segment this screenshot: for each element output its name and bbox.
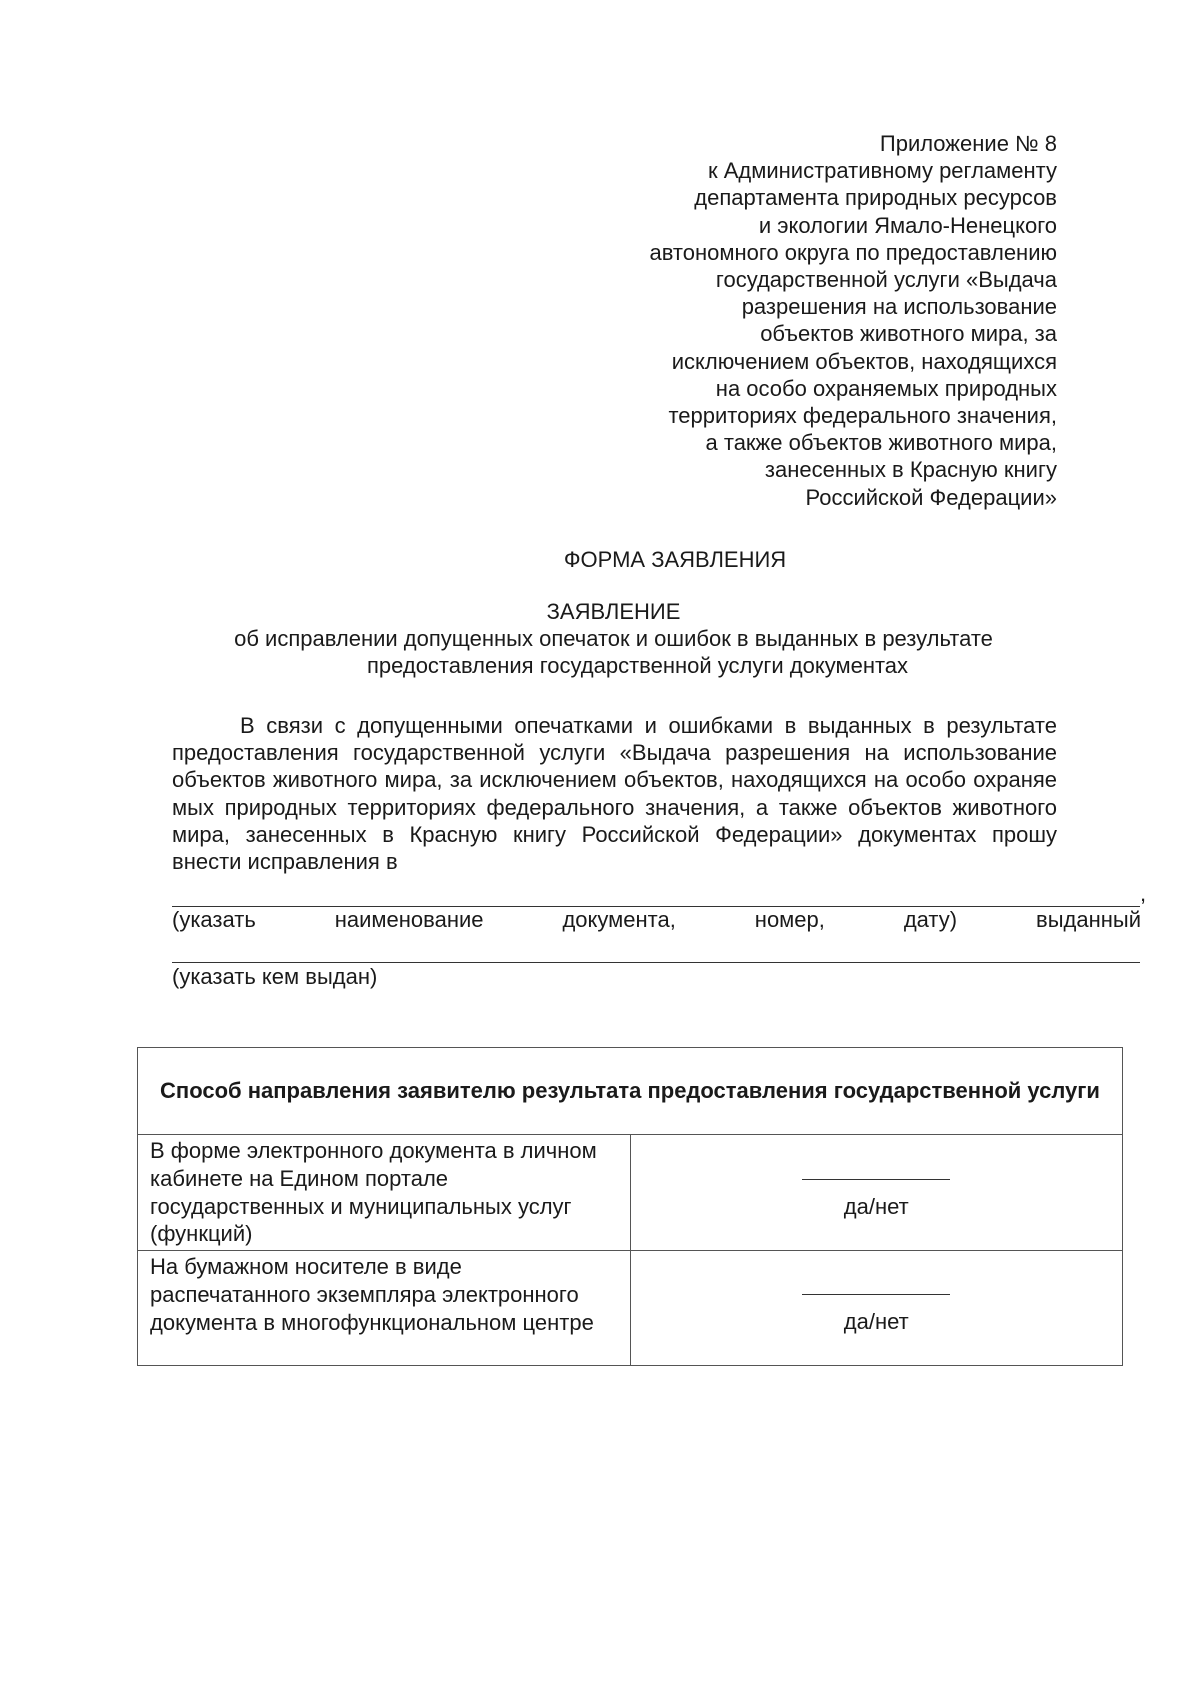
appendix-line: автономного округа по предоставлению (649, 239, 1057, 265)
delivery-method-table (137, 1047, 1123, 1366)
document-hint-row (172, 906, 1141, 933)
appendix-line: государственной услуги «Выдача (715, 267, 1057, 293)
table-row (138, 1135, 1123, 1251)
appendix-line: Российской Федерации» (805, 484, 1057, 510)
answer-hint: да/нет (843, 1193, 909, 1219)
fill-line-comma: , (1140, 881, 1147, 906)
issuer-hint: (указать кем выдан) (172, 964, 378, 989)
body-line: объектов животного мира, за исключением объектов, находящихся на особо охраняе (172, 767, 1057, 793)
appendix-line: департамента природных ресурсов (694, 185, 1057, 211)
form-label: ФОРМА ЗАЯВЛЕНИЯ (563, 547, 787, 572)
table-header: Способ направления заявителю результата предоставления государственной услуги (138, 1048, 1123, 1135)
answer-blank-line[interactable] (802, 1294, 950, 1295)
appendix-line: территориях федерального значения, (668, 403, 1057, 429)
document-subtitle-line: об исправлении допущенных опечаток и ошибок в выданных в результате (234, 626, 993, 652)
hint-word: (указать (172, 907, 256, 932)
title-block (170, 598, 1057, 680)
hint-word: документа, (562, 907, 676, 932)
table-header-row (138, 1048, 1123, 1135)
body-paragraph (172, 712, 1057, 875)
appendix-line: и экологии Ямало-Ненецкого (758, 212, 1057, 238)
appendix-line: объектов животного мира, за (760, 321, 1057, 347)
hint-word: дату) (903, 907, 958, 932)
appendix-line: исключением объектов, находящихся (671, 348, 1057, 374)
delivery-option-label: На бумажном носителе в виде распечатанного экземпляра электронного документа в многофункциональном центре (138, 1251, 631, 1366)
body-line: В связи с допущенными опечатками и ошибками в выданных в результате (240, 713, 1057, 738)
appendix-line: занесенных в Красную книгу (764, 457, 1057, 483)
answer-hint: да/нет (843, 1309, 909, 1335)
appendix-line: на особо охраняемых природных (715, 375, 1057, 401)
hint-word: выданный (1036, 907, 1141, 932)
appendix-line: к Административному регламенту (707, 158, 1057, 184)
appendix-line: разрешения на использование (741, 294, 1057, 320)
appendix-block (537, 130, 1057, 511)
table-row (138, 1251, 1123, 1366)
appendix-line: Приложение № 8 (879, 131, 1057, 156)
appendix-line: а также объектов животного мира, (705, 430, 1057, 456)
document-title: ЗАЯВЛЕНИЕ (546, 599, 681, 624)
hint-word: номер, (754, 907, 825, 932)
body-line: внести исправления в (172, 848, 398, 874)
body-line: мира, занесенных в Красную книгу Российской Федерации» документах прошу (172, 821, 1057, 847)
delivery-option-label: В форме электронного документа в личном кабинете на Едином портале государственных и муниципальных услуг (функций) (138, 1135, 631, 1251)
body-line: предоставления государственной услуги «Выдача разрешения на использование (172, 740, 1057, 766)
document-subtitle-line: предоставления государственной услуги документах (366, 653, 909, 679)
body-line: мых природных территориях федерального значения, а также объектов животного (172, 794, 1057, 820)
delivery-option-answer-cell[interactable] (630, 1251, 1123, 1366)
delivery-option-answer-cell[interactable] (630, 1135, 1123, 1251)
answer-blank-line[interactable] (802, 1179, 950, 1180)
hint-word: наименование (334, 907, 484, 932)
